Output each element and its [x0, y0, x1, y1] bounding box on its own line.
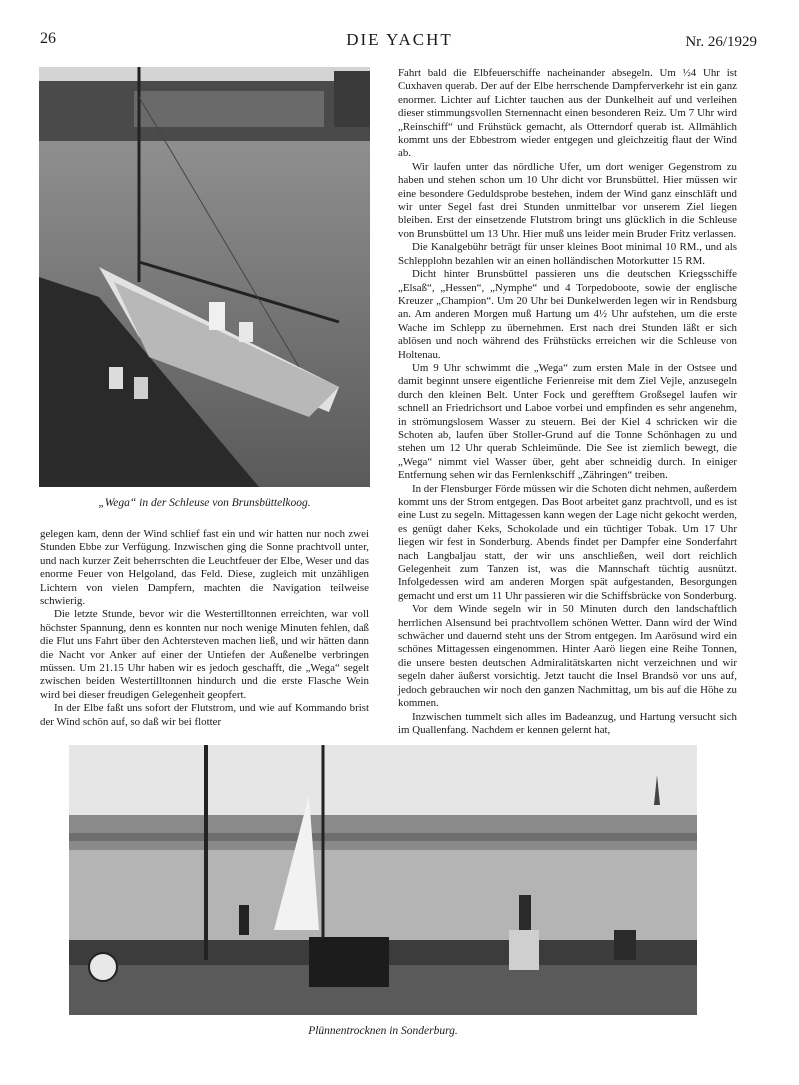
bottom-photo [69, 745, 697, 1015]
paragraph: Um 9 Uhr schwimmt die „Wega“ zum ersten Male in der Ostsee und damit beginnt unsere eigentliche Ferienreise mit dem Ziel Vejle, anzusegeln durch den kleinen Belt. Unter Fock und gerefftem Großsegel laufen wir schnell an Friedrichsort und Laboe vorbei und empfinden es sehr angenehm, in strömungslosem Wasser zu steuern. Bei der Kiel 4 schricken wir die Schoten ab, laufen über Stoller-Grund auf die Tonne Schönhagen zu und stehen um 12 Uhr querab Schleimünde. Die See ist ziemlich bewegt, die „Wega“ nimmt viel Wasser über, geht aber schneidig durch. In einiger Entfernung sehen wir das Fernlenkschiff „Zähringen“ treiben. [398, 361, 737, 482]
right-column [398, 67, 737, 737]
paragraph: Inzwischen tummelt sich alles im Badeanzug, und Hartung versucht sich im Quallenfang. Nachdem er kennen gelernt hat, [398, 710, 737, 736]
paragraph: Vor dem Winde segeln wir in 50 Minuten durch den landschaftlich herrlichen Alsensund bei prachtvollem schönen Wetter. Dann wird der Wind schwächer und dauernd steht uns der Strom entgegen. Im Aarösund wird ein schönes Mittagessen eingenommen. Hinter Aarö liegen eine Reihe Tonnen, die unsere besten deutschen Admiralitätskarten nicht verzeichnen und wir segeln daher äußerst vorsichtig. Jetzt taucht die Insel Brandsö vor uns auf, jedoch gebrauchen wir noch den ganzen Nachmittag, um bis auf die Höhe zu kommen. [398, 603, 737, 710]
paragraph: Die letzte Stunde, bevor wir die Westertilltonnen erreichten, war voll höchster Spannung, denn es konnten nur noch wenige Minuten fehlen, daß die Flut uns Fahrt über den Achtersteven machen ließ, und wir hätten dann die Nacht vor Anker auf einer der Untiefen der Außenelbe verbringen müssen. Um 21.15 Uhr haben wir es jedoch geschafft, die „Wega“ segelt zwischen beiden Westertilltonnen hindurch und die erste Flasche Wein wird bei dieser freudigen Gelegenheit geopfert. [40, 608, 369, 701]
paragraph: Die Kanalgebühr beträgt für unser kleines Boot minimal 10 RM., und als Schlepplohn bezahlen wir an einen holländischen Motorkutter 15 RM. [398, 241, 737, 267]
paragraph: In der Flensburger Förde müssen wir die Schoten dicht nehmen, außerdem kommt uns der Strom entgegen. Das Boot arbeitet ganz prachtvoll, und es ist eine Lust zu segeln. Mittagessen kann wegen der Lage nicht gekocht werden, es genügt daher Keks, Schokolade und ein tüchtiger Tobak. Um 17 Uhr liegen wir fest in Sonderburg. Abends findet per Dampfer eine Sonderfahrt nach Langbaljau statt, der wir uns anschließen, weil dort reichlich Gelegenheit zum Tanzen ist, was die Mannschaft tüchtig ausnützt. Infolgedessen wird am anderen Morgen spät aufgestanden, Besorgungen gemacht und erst um 11 Uhr passieren wir die Schiffsbrücke von Sonderburg. [398, 482, 737, 602]
top-photo-caption: „Wega“ in der Schleuse von Brunsbüttelkoog. [98, 497, 311, 509]
paragraph: Fahrt bald die Elbfeuerschiffe nacheinander absegeln. Um ½4 Uhr ist Cuxhaven querab. Der auf der Elbe herrschende Dampferverkehr ist ein ganz enormer. Lichter auf Lichter tauchen aus der Dunkelheit auf und verleihen dieser stimmungsvollen Sternennacht einen besonderen Reiz. Um 7 Uhr wird „Reinschiff“ und Frühstück gemacht, als Otterndorf querab ist. Allmählich kommt uns der Ebbestrom wieder entgegen und gleichzeitig flaut der Wind ab. [398, 67, 737, 160]
paragraph: Dicht hinter Brunsbüttel passieren uns die deutschen Kriegsschiffe „Elsaß“, „Hessen“, „Nymphe“ und 4 Torpedoboote, sowie der englische Kreuzer „Champion“. Um 20 Uhr bei Dunkelwerden legen wir in Rendsburg an. Am anderen Morgen muß Hartung um 4½ Uhr aufstehen, um die erste Wache im Schlepp zu übernehmen. Erst nach drei Stunden läßt er sich ablösen und noch während des Frühstücks erreichen wir die Schleuse von Holtenau. [398, 268, 737, 361]
bottom-photo-caption: Plünnentrocknen in Sonderburg. [308, 1025, 458, 1037]
page-number: 26 [40, 30, 56, 47]
paragraph: Wir laufen unter das nördliche Ufer, um dort weniger Gegenstrom zu haben und stehen schon um 10 Uhr dicht vor Brunsbüttel. Hier müssen wir eine besondere Geduldsprobe bestehen, indem der Wind ganz einschläft und wir unter Segel fast drei Stunden unmittelbar vor unserem Ziel liegen bleiben. Erst der einsetzende Flutstrom bringt uns glücklich in die Schleuse von Brunsbüttel um 13 Uhr. Hier muß uns leider mein Bruder Fritz verlassen. [398, 160, 737, 240]
top-photo [39, 67, 370, 487]
issue-number: Nr. 26/1929 [685, 34, 757, 50]
running-title: DIE YACHT [346, 30, 453, 49]
paragraph: gelegen kam, denn der Wind schlief fast ein und wir hatten nur noch zwei Stunden Ebbe zur Verfügung. Inzwischen ging die Sonne prachtvoll unter, und nach kurzer Zeit beherrschten die Leuchtfeuer der Elbe, Weser und das enorme Feuer von Helgoland, das Feld. Diese, zugleich mit unzähligen Lichtern von vielen Dampfern, machten die Navigation teilweise schwierig. [40, 528, 369, 608]
left-column [40, 528, 369, 729]
paragraph: In der Elbe faßt uns sofort der Flutstrom, und wie auf Kommando brist der Wind schön auf, so daß wir bei flotter [40, 702, 369, 728]
